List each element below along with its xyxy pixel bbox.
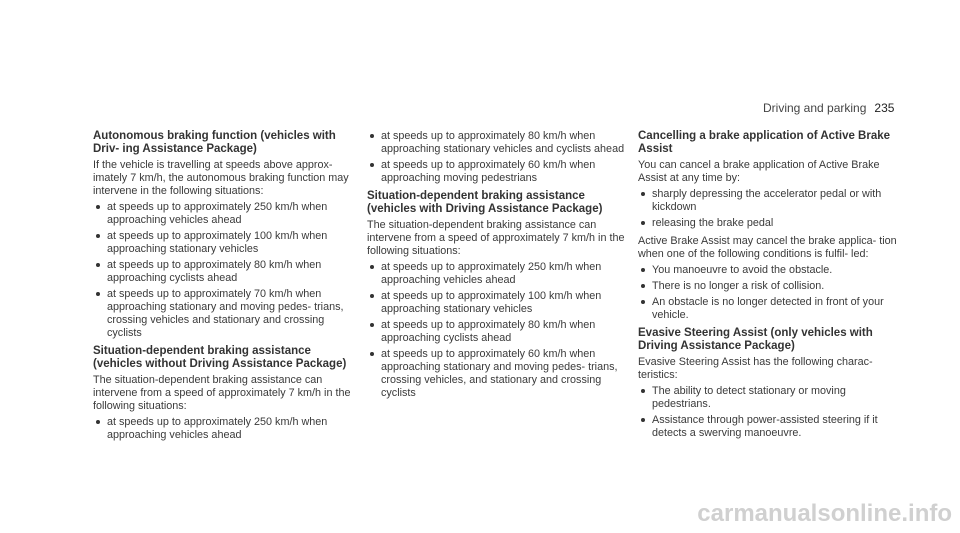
bullet-item: sharply depressing the accelerator pedal or with kickdown	[638, 188, 900, 214]
section-title: Driving and parking	[763, 101, 867, 115]
bullet-item: at speeds up to approximately 100 km/h when approaching stationary vehicles	[367, 290, 632, 316]
bullet-list	[93, 201, 356, 340]
bullet-list	[93, 416, 356, 442]
text-column-1	[93, 130, 356, 447]
bullet-item: at speeds up to approximately 250 km/h when approaching vehicles ahead	[93, 416, 356, 442]
section	[367, 130, 632, 185]
bullet-item: There is no longer a risk of collision.	[638, 280, 900, 293]
section-heading: Situation-dependent braking assistance (vehicles without Driving Assistance Package)	[93, 345, 347, 370]
body-paragraph: You can cancel a brake application of Active Brake Assist at any time by:	[638, 159, 880, 184]
bullet-item: at speeds up to approximately 70 km/h when approaching stationary and moving pedes‑ trians, crossing vehicles and stationary and crossing cyclists	[93, 288, 356, 340]
body-paragraph: Active Brake Assist may cancel the brake applica‑ tion when one of the following conditions is fulfil‑ led:	[638, 235, 897, 260]
watermark: carmanualsonline.info	[697, 500, 952, 527]
body-paragraph: The situation-dependent braking assistance can intervene from a speed of approximately 7 km/h in the following situations:	[367, 219, 625, 257]
section	[638, 327, 900, 440]
bullet-item: at speeds up to approximately 80 km/h when approaching cyclists ahead	[93, 259, 356, 285]
bullet-item: releasing the brake pedal	[638, 217, 900, 230]
section-heading: Situation-dependent braking assistance (vehicles with Driving Assistance Package)	[367, 190, 603, 215]
bullet-list	[367, 261, 632, 400]
bullet-list	[638, 264, 900, 322]
section	[93, 130, 356, 340]
section	[638, 130, 900, 230]
bullet-item: at speeds up to approximately 60 km/h when approaching moving pedestrians	[367, 159, 632, 185]
section	[93, 345, 356, 442]
bullet-item: at speeds up to approximately 100 km/h when approaching stationary vehicles	[93, 230, 356, 256]
bullet-item: at speeds up to approximately 60 km/h when approaching stationary and moving pedes‑ trians, crossing vehicles, and stationary and crossing cyclists	[367, 348, 632, 400]
bullet-list	[638, 188, 900, 230]
bullet-item: The ability to detect stationary or moving pedestrians.	[638, 385, 900, 411]
bullet-item: at speeds up to approximately 250 km/h when approaching vehicles ahead	[93, 201, 356, 227]
body-paragraph: Evasive Steering Assist has the following charac‑ teristics:	[638, 356, 873, 381]
bullet-item: Assistance through power-assisted steering if it detects a swerving manoeuvre.	[638, 414, 900, 440]
section	[367, 190, 632, 400]
bullet-item: at speeds up to approximately 80 km/h when approaching cyclists ahead	[367, 319, 632, 345]
bullet-list	[367, 130, 632, 185]
page-number: 235	[874, 101, 895, 115]
section-heading: Evasive Steering Assist (only vehicles with Driving Assistance Package)	[638, 327, 873, 352]
body-paragraph: If the vehicle is travelling at speeds above approx‑ imately 7 km/h, the autonomous braking function may intervene in the following situations:	[93, 159, 349, 197]
body-paragraph: The situation-dependent braking assistance can intervene from a speed of approximately 7 km/h in the following situations:	[93, 374, 351, 412]
section-heading: Cancelling a brake application of Active Brake Assist	[638, 130, 891, 155]
section-heading: Autonomous braking function (vehicles with Driv‑ ing Assistance Package)	[93, 130, 336, 155]
bullet-item: You manoeuvre to avoid the obstacle.	[638, 264, 900, 277]
text-column-3	[638, 130, 900, 445]
bullet-item: at speeds up to approximately 250 km/h when approaching vehicles ahead	[367, 261, 632, 287]
text-column-2	[367, 130, 632, 405]
bullet-list	[638, 385, 900, 440]
section	[638, 235, 900, 322]
bullet-item: at speeds up to approximately 80 km/h when approaching stationary vehicles and cyclists ahead	[367, 130, 632, 156]
page-header	[763, 101, 943, 115]
bullet-item: An obstacle is no longer detected in front of your vehicle.	[638, 296, 900, 322]
